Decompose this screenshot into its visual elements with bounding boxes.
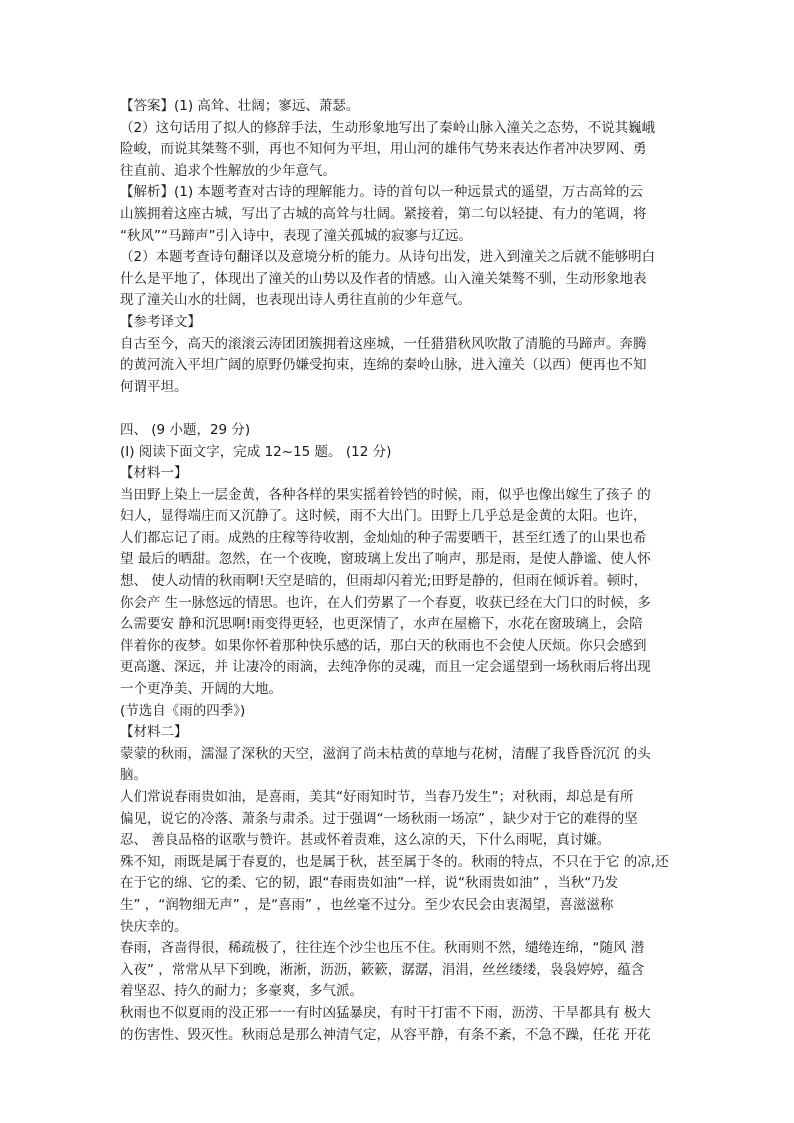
- reading-section-block: [120, 420, 680, 1046]
- text-line: 【参考译文】: [120, 313, 201, 330]
- text-line: 殊不知，雨既是属于春夏的，也是属于秋，甚至属于冬的。秋雨的特点，不只在于它 的凉,还: [120, 853, 669, 870]
- text-line: 一个更净美、开阔的大地。: [120, 681, 282, 698]
- text-line: 险峻，而说其桀骜不驯，再也不知何为平坦，用山河的雄伟气势来表达作者冲决罗网、勇: [120, 141, 647, 158]
- text-line: 现了潼关山水的壮阔，也表现出诗人勇往直前的少年意气。: [120, 292, 471, 309]
- text-line: （2）本题考查诗句翻译以及意境分析的能力。从诗句出发，进入到潼关之后就不能够明白: [120, 249, 656, 266]
- text-line: 在于它的绵、它的柔、它的韧，跟“春雨贵如油”一样，说“秋雨贵如油” ，当秋“乃发: [120, 875, 619, 892]
- text-line: 【材料二】: [120, 724, 188, 741]
- text-line: 生” ，“润物细无声” ，是“喜雨” ，也丝毫不过分。至少农民会由衷渴望，喜滋滋称: [120, 896, 614, 913]
- text-line: 想、 使人动情的秋雨啊!天空是暗的，但雨却闪着光;田野是静的，但雨在倾诉着。顿时，: [120, 573, 648, 590]
- text-line: 更高邈、深远，并 让凄冷的雨滴，去纯净你的灵魂，而且一定会遥望到一场秋雨后将出现: [120, 659, 651, 676]
- text-line: 脑。: [120, 767, 147, 784]
- text-line: 【解析】(1) 本题考查对古诗的理解能力。诗的首句以一种远景式的遥望，万古高耸的云: [120, 184, 643, 201]
- answer-analysis-block: [120, 96, 680, 398]
- text-line: 快庆幸的。: [120, 918, 188, 935]
- text-line: 忍、 善良品格的讴歌与赞许。甚或怀着责难，这么凉的天，下什么雨呢，真讨嫌。: [120, 832, 611, 849]
- text-line: 春雨，吝啬得很，稀疏极了，往往连个沙尘也压不住。秋雨则不然，缱绻连绵，“随风 潜: [120, 940, 645, 957]
- text-line: 山簇拥着这座古城，写出了古城的高耸与壮阔。紧接着，第二句以轻捷、有力的笔调，将: [120, 205, 647, 222]
- text-line: 偏见，说它的冷落、萧条与肃杀。过于强调“一场秋雨一场凉” ，缺少对于它的难得的坚: [120, 810, 638, 827]
- text-line: 的黄河流入平坦广阔的原野仍嫌受拘束，连绵的秦岭山脉，进入潼关（以西）便再也不知: [120, 357, 647, 374]
- document-body: [120, 96, 680, 1046]
- text-line: 望 最后的晒甜。忽然，在一个夜晚，窗玻璃上发出了响声，那是雨，是使人静谧、使人怀: [120, 551, 651, 568]
- text-line: 的伤害性、毁灭性。秋雨总是那么神清气定，从容平静，有条不紊，不急不躁，任花 开花: [120, 1026, 651, 1043]
- text-line: 【材料一】: [120, 465, 188, 482]
- text-line: 自古至今，高天的滚滚云涛团团簇拥着这座城，一任猎猎秋风吹散了清脆的马蹄声。奔腾: [120, 335, 647, 352]
- text-line: 着坚忍、持久的耐力；多豪爽，多气派。: [120, 983, 363, 1000]
- text-line: 【答案】(1) 高耸、壮阔；寥远、萧瑟。: [120, 98, 360, 114]
- text-line: 往直前、追求个性解放的少年意气。: [120, 162, 336, 179]
- text-line: 人们常说春雨贵如油，是喜雨，美其“好雨知时节，当春乃发生”；对秋雨，却总是有所: [120, 789, 634, 805]
- text-line: 秋雨也不似夏雨的没正邪一一有时凶猛暴戾，有时干打雷不下雨，沥涝、干旱都具有 极大: [120, 1004, 651, 1021]
- text-line: （2）这句话用了拟人的修辞手法，生动形象地写出了秦岭山脉入潼关之态势，不说其巍峨: [120, 119, 656, 136]
- text-line: 妇人，显得端庄而又沉静了。这时候，雨不大出门。田野上几乎总是金黄的太阳。也许，: [120, 508, 647, 525]
- text-line: “秋风”“马蹄声”引入诗中，表现了潼关孤城的寂寥与辽远。: [120, 227, 472, 244]
- section-gap: [120, 398, 680, 420]
- text-line: 你会产 生一脉悠远的情思。也许，在人们劳累了一个春夏，收获已经在大门口的时候，多: [120, 594, 651, 611]
- text-line: 入夜” ，常常从早下到晚，淅淅，沥沥，簌簌，潺潺，涓涓，丝丝缕缕，袅袅婷婷，蕴含: [120, 961, 645, 978]
- text-line: 么需要安 静和沉思啊!雨变得更轻，也更深情了，水声在屋檐下，水花在窗玻璃上，会陪: [120, 616, 643, 633]
- text-line: 什么是平地了，体现出了潼关的山势以及作者的情感。山入潼关桀骜不驯，生动形象地表: [120, 270, 647, 287]
- text-line: 伴着你的夜梦。如果你怀着那种快乐感的话，那白天的秋雨也不会使人厌烦。你只会感到: [120, 637, 647, 654]
- text-line: 四、 (9 小题，29 分): [120, 421, 251, 438]
- text-line: 当田野上染上一层金黄，各种各样的果实摇着铃铛的时候，雨，似乎也像出嫁生了孩子 的: [120, 486, 651, 503]
- text-line: 蒙蒙的秋雨，濡湿了深秋的天空，滋润了尚未枯黄的草地与花树，清醒了我昏昏沉沉 的头: [120, 745, 651, 762]
- text-line: 人们都忘记了雨。成熟的庄稼等待收割，金灿灿的种子需要晒干，甚至红透了的山果也希: [120, 529, 647, 546]
- text-line: (Ⅰ) 阅读下面文字，完成 12~15 题。 (12 分): [120, 443, 392, 460]
- text-line: (节选自《雨的四季》): [120, 702, 246, 719]
- text-line: 何谓平坦。: [120, 378, 188, 395]
